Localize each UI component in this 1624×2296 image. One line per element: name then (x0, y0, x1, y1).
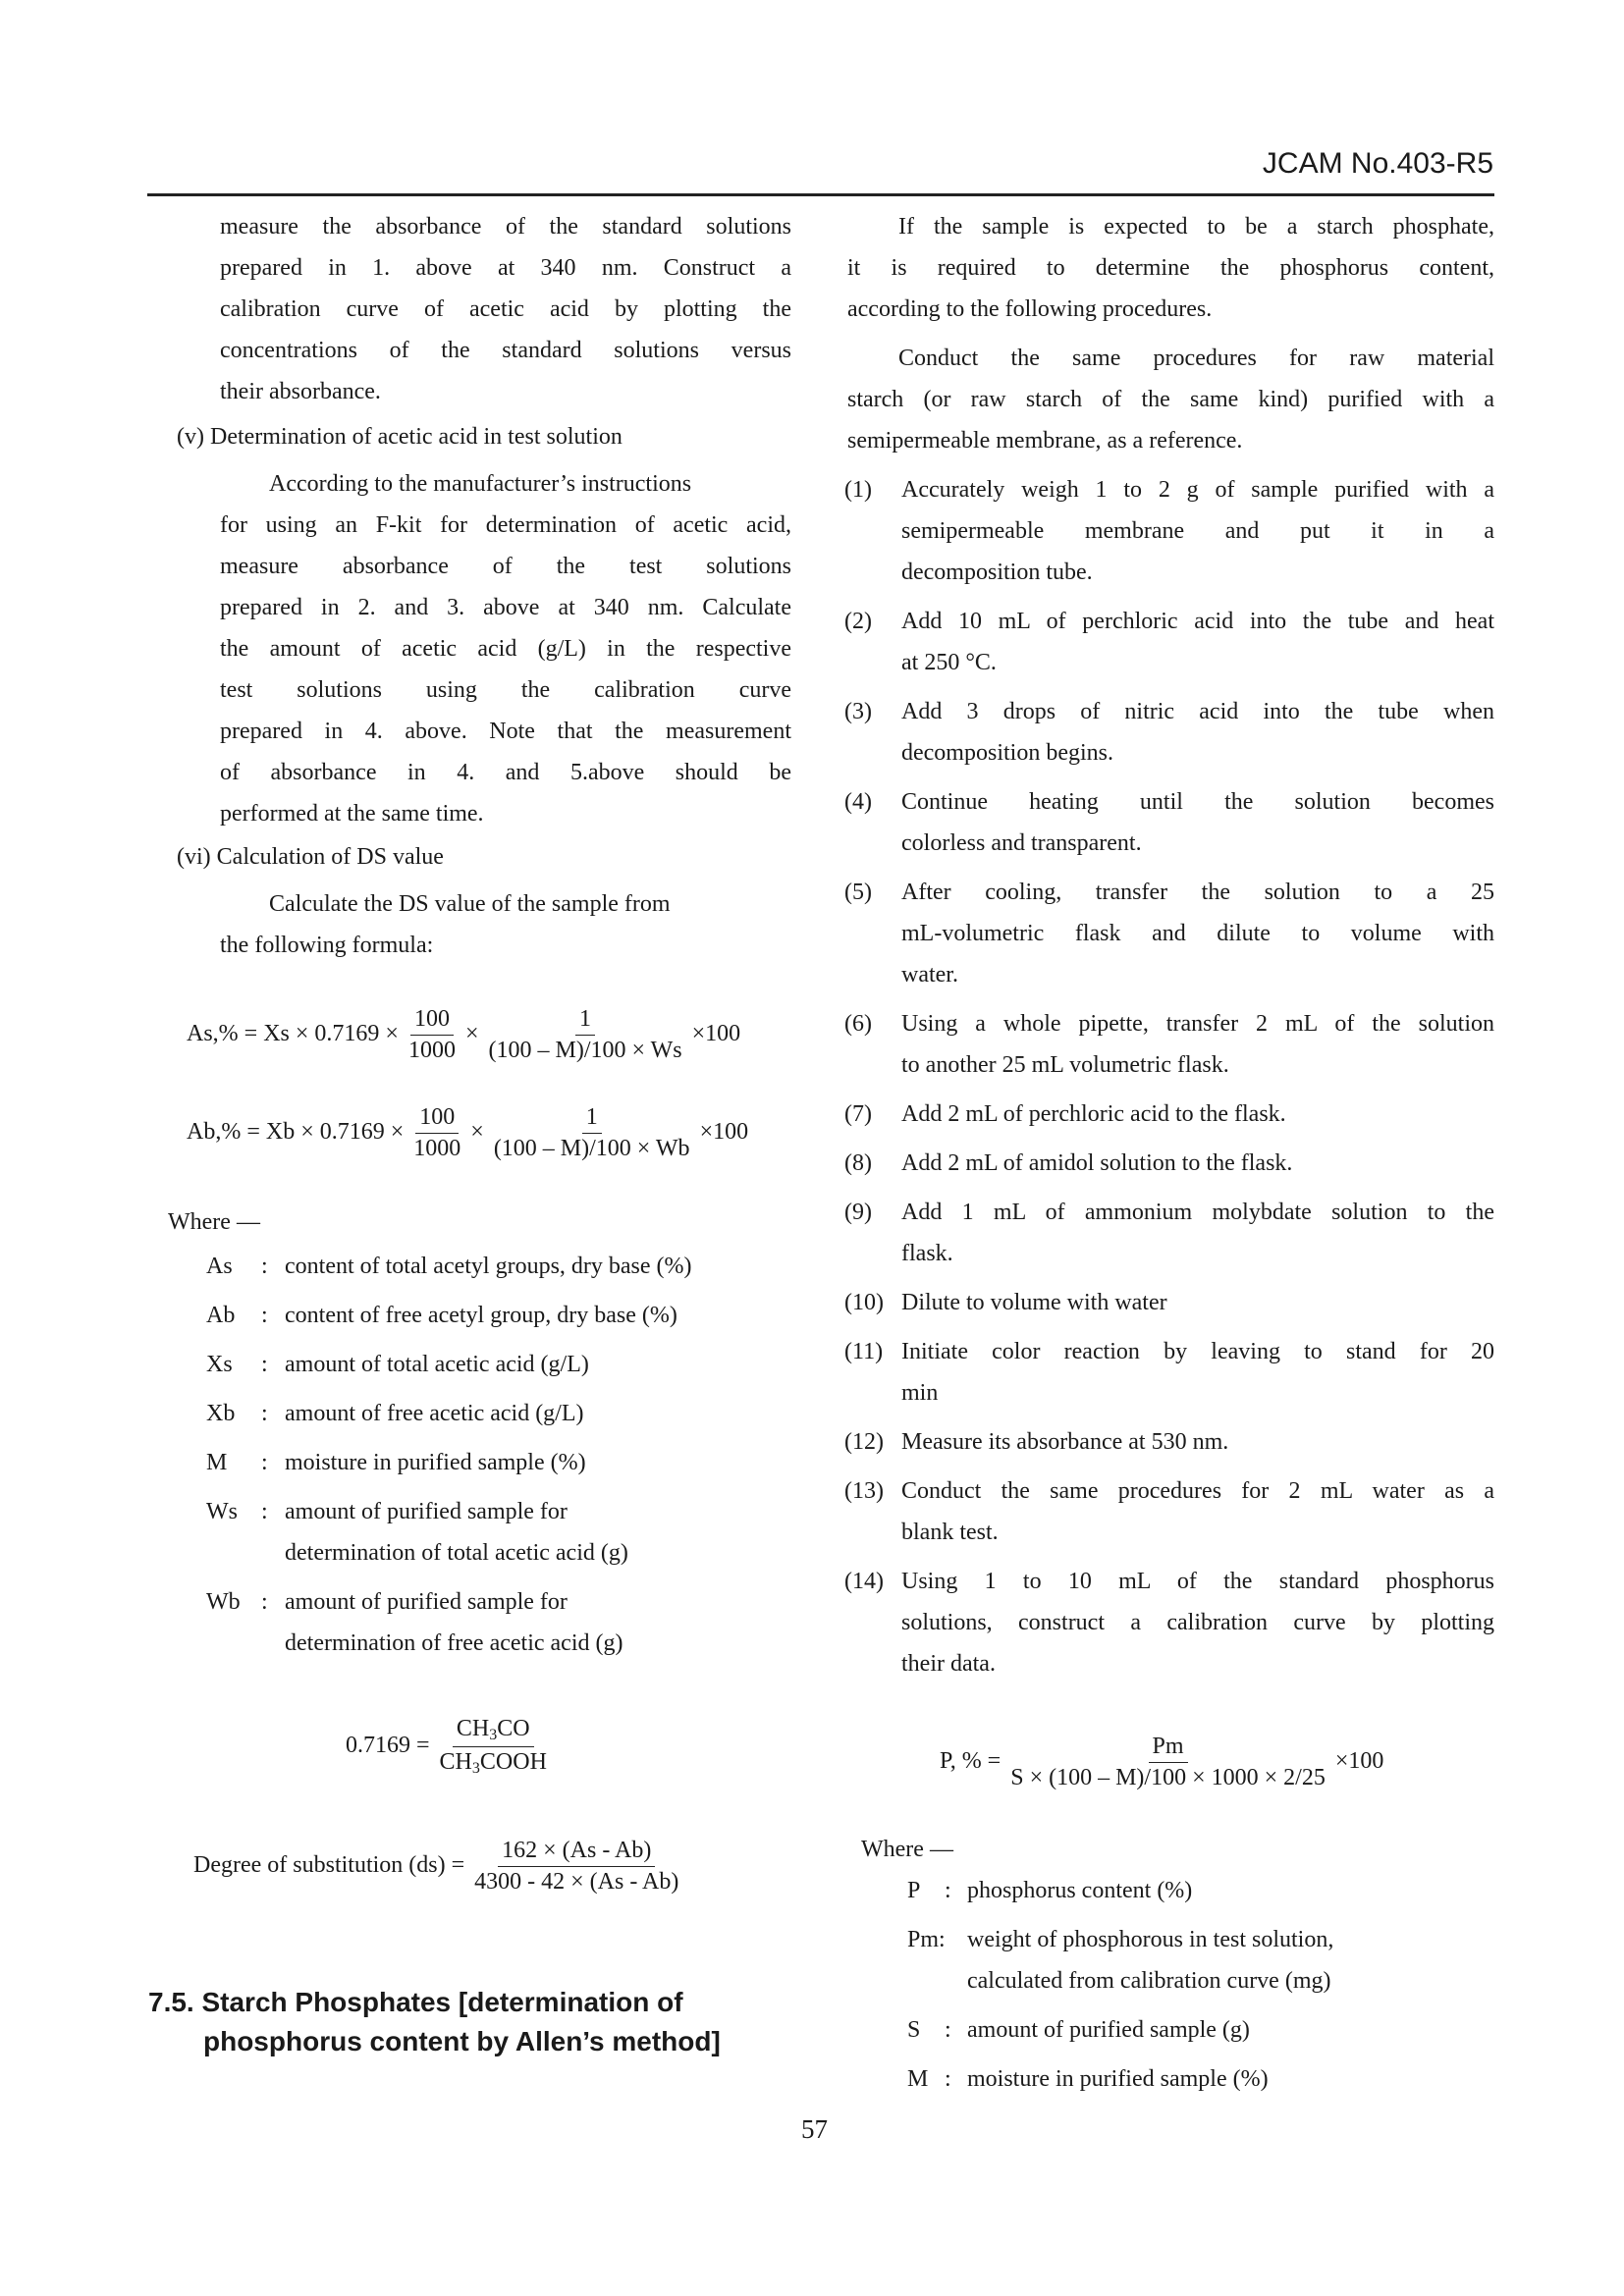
formula-lhs: Degree of substitution (ds) = (193, 1852, 465, 1879)
step-line: min (901, 1380, 939, 1406)
step-item (844, 1143, 1494, 1184)
right-para-2 (847, 338, 1494, 461)
def-text: content of total acetyl groups, dry base (%) (285, 1254, 692, 1279)
text-line: test solutions using the calibration curve (220, 677, 791, 703)
def-symbol: M (206, 1450, 228, 1475)
def-colon: : (945, 2017, 951, 2043)
def-colon: : (261, 1401, 268, 1426)
formula-ab (187, 1104, 748, 1162)
denominator (436, 1747, 551, 1778)
step-line: Continue heating until the solution becomes (901, 789, 1494, 815)
formula-text: CH (456, 1716, 490, 1741)
fraction (436, 1716, 551, 1778)
fraction (1006, 1734, 1329, 1791)
step-number: (7) (844, 1101, 872, 1127)
denominator: 4300 - 42 × (As - Ab) (474, 1869, 679, 1895)
step-item (844, 601, 1494, 683)
text-line: concentrations of the standard solutions versus (220, 338, 791, 363)
subscript: 3 (471, 1760, 480, 1777)
def-text: content of free acetyl group, dry base (%) (285, 1303, 677, 1328)
formula-lhs: As,% = Xs × 0.7169 × (187, 1021, 399, 1047)
step-line: solutions, construct a calibration curve by plotting (901, 1610, 1494, 1635)
text-line: performed at the same time. (220, 801, 484, 827)
text-line: of absorbance in 4. and 5.above should be (220, 760, 791, 785)
procedure-steps (844, 469, 1494, 1692)
step-number: (6) (844, 1011, 872, 1037)
numerator (453, 1716, 534, 1747)
step-line: Conduct the same procedures for 2 mL water as a (901, 1478, 1494, 1504)
def-symbol: Xs (206, 1352, 233, 1377)
def-colon: : (261, 1589, 268, 1615)
numerator: 100 (410, 1006, 454, 1036)
step-line: Add 2 mL of perchloric acid to the flask. (901, 1101, 1286, 1127)
step-number: (8) (844, 1150, 872, 1176)
text-line: starch (or raw starch of the same kind) purified with a (847, 387, 1494, 412)
step-item (844, 1003, 1494, 1086)
step-line: Using a whole pipette, transfer 2 mL of the solution (901, 1011, 1494, 1037)
section-heading-continued: phosphorus content by Allen’s method] (203, 2026, 721, 2056)
step-line: their data. (901, 1651, 996, 1677)
step-number: (1) (844, 477, 872, 503)
denominator: S × (100 – M)/100 × 1000 × 2/25 (1010, 1765, 1326, 1790)
def-colon: : (261, 1499, 268, 1524)
step-number: (2) (844, 609, 872, 634)
def-text-continued: calculated from calibration curve (mg) (967, 1968, 1331, 1994)
step-line: Dilute to volume with water (901, 1290, 1167, 1315)
text-line: measure absorbance of the test solutions (220, 554, 791, 579)
step-line: Add 2 mL of amidol solution to the flask. (901, 1150, 1293, 1176)
step-item (844, 1094, 1494, 1135)
def-symbol: As (206, 1254, 233, 1279)
formula-tail: ×100 (699, 1119, 749, 1146)
def-text: amount of purified sample (g) (967, 2017, 1250, 2043)
text-line: If the sample is expected to be a starch phosphate, (898, 214, 1494, 240)
text-line: the following formula: (220, 933, 434, 958)
formula-ratio (346, 1716, 551, 1778)
step-item (844, 469, 1494, 593)
text-line: According to the manufacturer’s instructions (269, 471, 692, 497)
subsection-v-title: (v) Determination of acetic acid in test solution (177, 424, 623, 450)
step-line: decomposition begins. (901, 740, 1113, 766)
step-line: water. (901, 962, 958, 988)
formula-text: CO (497, 1716, 530, 1741)
step-number: (13) (844, 1478, 884, 1504)
def-symbol: Ab (206, 1303, 236, 1328)
text-line: semipermeable membrane, as a reference. (847, 428, 1243, 454)
step-line: Add 1 mL of ammonium molybdate solution to the (901, 1200, 1494, 1225)
step-item (844, 1331, 1494, 1414)
step-item (844, 1421, 1494, 1463)
def-text: amount of purified sample for (285, 1589, 568, 1615)
step-line: at 250 °C. (901, 650, 997, 675)
document-id: JCAM No.403-R5 (1262, 147, 1493, 180)
text-line: according to the following procedures. (847, 296, 1213, 322)
def-symbol: P (907, 1878, 921, 1903)
numerator: 1 (582, 1104, 602, 1134)
step-number: (10) (844, 1290, 884, 1315)
def-text: moisture in purified sample (%) (285, 1450, 586, 1475)
page-number: 57 (801, 2114, 828, 2144)
step-number: (12) (844, 1429, 884, 1455)
header-rule (147, 193, 1494, 196)
step-line: semipermeable membrane and put it in a (901, 518, 1494, 544)
step-line: Accurately weigh 1 to 2 g of sample purified with a (901, 477, 1494, 503)
step-line: colorless and transparent. (901, 830, 1142, 856)
where-label-left: Where — (168, 1209, 260, 1235)
def-symbol: M (907, 2066, 929, 2092)
def-symbol: Ws (206, 1499, 238, 1524)
def-symbol: Pm: (907, 1927, 946, 1952)
numerator: 100 (415, 1104, 459, 1134)
def-colon: : (945, 2066, 951, 2092)
fraction (470, 1838, 682, 1896)
subscript: 3 (489, 1727, 498, 1743)
text-line: the amount of acetic acid (g/L) in the respective (220, 636, 791, 662)
formula-text: COOH (479, 1749, 547, 1775)
numerator: 1 (575, 1006, 595, 1036)
subsection-v-body (220, 463, 791, 834)
text-line: calibration curve of acetic acid by plotting the (220, 296, 791, 322)
step-line: decomposition tube. (901, 560, 1093, 585)
step-number: (5) (844, 880, 872, 905)
numerator: Pm (1149, 1734, 1188, 1763)
def-text: weight of phosphorous in test solution, (967, 1927, 1334, 1952)
operator: × (470, 1119, 484, 1146)
step-item (844, 1192, 1494, 1274)
formula-tail: ×100 (691, 1021, 741, 1047)
formula-tail: ×100 (1334, 1748, 1384, 1775)
def-text-continued: determination of total acetic acid (g) (285, 1540, 628, 1566)
def-symbol: Xb (206, 1401, 236, 1426)
formula-ds (193, 1838, 682, 1896)
where-label-right: Where — (861, 1837, 953, 1862)
left-intro (220, 206, 791, 412)
step-line: Measure its absorbance at 530 nm. (901, 1429, 1229, 1455)
formula-lhs: 0.7169 = (346, 1733, 430, 1759)
step-number: (9) (844, 1200, 872, 1225)
formula-p (940, 1734, 1383, 1791)
numerator: 162 × (As - Ab) (498, 1838, 655, 1867)
def-text: moisture in purified sample (%) (967, 2066, 1269, 2092)
text-line: it is required to determine the phosphorus content, (847, 255, 1494, 281)
step-line: Add 10 mL of perchloric acid into the tube and heat (901, 609, 1494, 634)
def-text: phosphorus content (%) (967, 1878, 1193, 1903)
step-number: (11) (844, 1339, 884, 1364)
def-text-continued: determination of free acetic acid (g) (285, 1630, 623, 1656)
step-line: flask. (901, 1241, 953, 1266)
formula-as (187, 1006, 740, 1064)
text-line: for using an F-kit for determination of acetic acid, (220, 512, 791, 538)
subsection-vi-body (220, 883, 791, 966)
step-line: to another 25 mL volumetric flask. (901, 1052, 1229, 1078)
fraction (490, 1104, 694, 1162)
step-line: Add 3 drops of nitric acid into the tube when (901, 699, 1494, 724)
def-colon: : (261, 1303, 268, 1328)
step-item (844, 781, 1494, 864)
def-colon: : (261, 1450, 268, 1475)
fraction (409, 1104, 464, 1162)
fraction (485, 1006, 686, 1064)
denominator: (100 – M)/100 × Ws (488, 1038, 682, 1063)
text-line: prepared in 1. above at 340 nm. Construct a (220, 255, 791, 281)
step-line: After cooling, transfer the solution to a 25 (901, 880, 1494, 905)
step-item (844, 1282, 1494, 1323)
step-item (844, 1561, 1494, 1684)
step-item (844, 691, 1494, 774)
operator: × (464, 1021, 479, 1047)
def-colon: : (945, 1878, 951, 1903)
denominator: 1000 (413, 1136, 461, 1161)
def-colon: : (261, 1352, 268, 1377)
denominator: (100 – M)/100 × Wb (493, 1136, 690, 1161)
formula-lhs: P, % = (940, 1748, 1001, 1775)
def-symbol: S (907, 2017, 921, 2043)
step-item (844, 872, 1494, 995)
text-line: Calculate the DS value of the sample from (269, 891, 671, 917)
step-line: blank test. (901, 1520, 999, 1545)
step-line: Initiate color reaction by leaving to stand for 20 (901, 1339, 1494, 1364)
fraction (405, 1006, 460, 1064)
step-line: mL-volumetric flask and dilute to volume with (901, 921, 1494, 946)
step-number: (14) (844, 1569, 884, 1594)
text-line: measure the absorbance of the standard solutions (220, 214, 791, 240)
subsection-vi-title: (vi) Calculation of DS value (177, 844, 444, 870)
denominator: 1000 (407, 1038, 456, 1063)
step-number: (3) (844, 699, 872, 724)
section-heading: 7.5. Starch Phosphates [determination of (148, 1987, 683, 2017)
def-text: amount of total acetic acid (g/L) (285, 1352, 589, 1377)
text-line: prepared in 2. and 3. above at 340 nm. Calculate (220, 595, 791, 620)
right-para-1 (847, 206, 1494, 330)
def-text: amount of purified sample for (285, 1499, 568, 1524)
step-number: (4) (844, 789, 872, 815)
def-colon: : (261, 1254, 268, 1279)
text-line: Conduct the same procedures for raw material (898, 346, 1494, 371)
step-item (844, 1470, 1494, 1553)
formula-lhs: Ab,% = Xb × 0.7169 × (187, 1119, 405, 1146)
step-line: Using 1 to 10 mL of the standard phosphorus (901, 1569, 1494, 1594)
def-symbol: Wb (206, 1589, 241, 1615)
formula-text: CH (439, 1749, 472, 1775)
text-line: their absorbance. (220, 379, 381, 404)
def-text: amount of free acetic acid (g/L) (285, 1401, 584, 1426)
text-line: prepared in 4. above. Note that the measurement (220, 719, 791, 744)
